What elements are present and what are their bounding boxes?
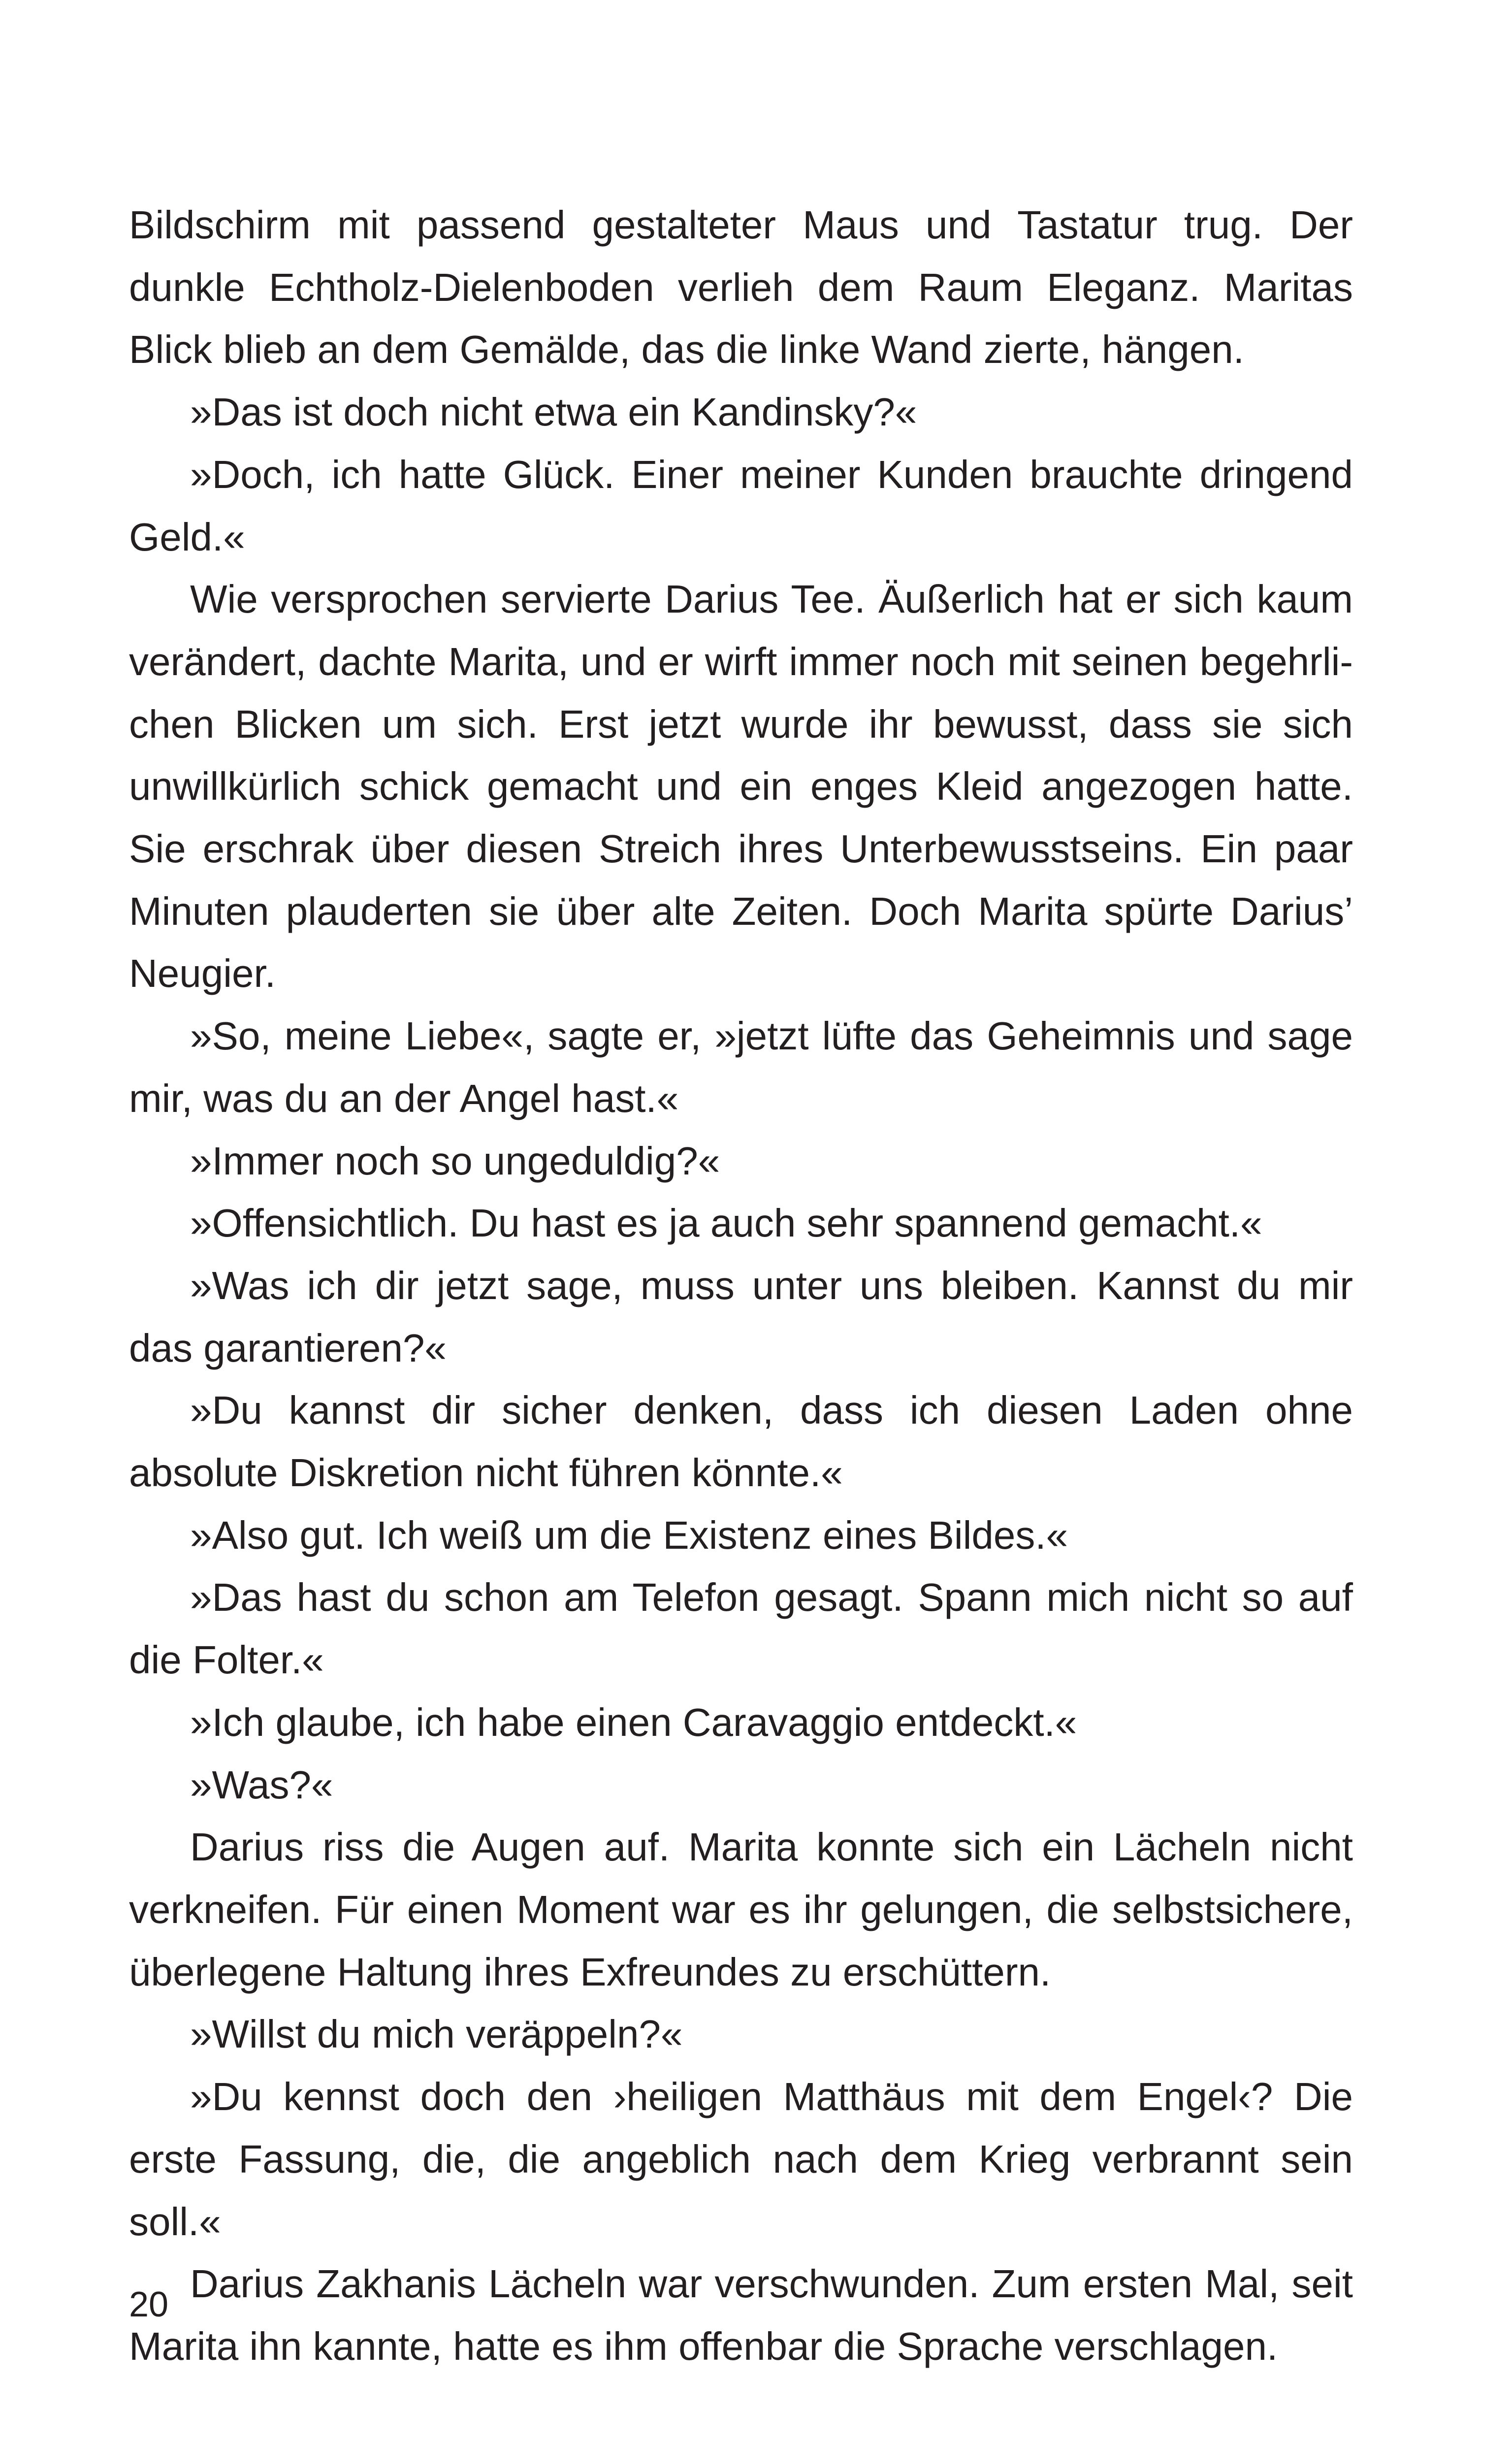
paragraph: »Ich glaube, ich habe einen Caravaggio entdeckt.« <box>190 1700 1077 1744</box>
paragraph: »Das hast du schon am Telefon gesagt. Spann mich nicht so auf die Folter.« <box>129 1575 1353 1682</box>
paragraph: »Immer noch so ungeduldig?« <box>190 1139 720 1183</box>
paragraph: »Offensichtlich. Du hast es ja auch sehr spannend gemacht.« <box>190 1201 1262 1245</box>
paragraph: »Doch, ich hatte Glück. Einer meiner Kunden brauchte dringend Geld.« <box>129 452 1353 559</box>
paragraph: »Du kannst dir sicher denken, dass ich diesen Laden ohne absolute Diskretion nicht führen könnte.« <box>129 1388 1353 1495</box>
paragraph: »So, meine Liebe«, sagte er, »jetzt lüfte das Geheimnis und sage mir, was du an der Angel hast.« <box>129 1014 1353 1120</box>
page-number: 20 <box>129 2285 169 2324</box>
body-text <box>129 194 1353 2378</box>
paragraph: »Was ich dir jetzt sage, muss unter uns bleiben. Kannst du mir das garantieren?« <box>129 1263 1353 1370</box>
paragraph: »Das ist doch nicht etwa ein Kandinsky?« <box>190 390 917 434</box>
paragraph: Darius Zakhanis Lächeln war verschwunden. Zum ersten Mal, seit Marita ihn kannte, hatte es ihm offenbar die Sprache verschlagen. <box>129 2262 1353 2368</box>
paragraph: »Du kennst doch den ›heiligen Matthäus mit dem Engel‹? Die erste Fassung, die, die angeblich nach dem Krieg verbrannt sein soll.« <box>129 2075 1353 2244</box>
paragraph: Darius riss die Augen auf. Marita konnte sich ein Lächeln nicht verkneifen. Für einen Moment war es ihr gelungen, die selbstsichere, überlegene Haltung ihres Exfreundes zu erschüttern. <box>129 1825 1353 1994</box>
paragraph: »Was?« <box>190 1762 333 1807</box>
paragraph: »Willst du mich veräppeln?« <box>190 2012 683 2056</box>
paragraph: Wie versprochen servierte Darius Tee. Äußerlich hat er sich kaum verändert, dachte Marita, und er wirft immer noch mit seinen begehrlichen Blicken um sich. Erst jetzt wurde ihr bewusst, dass sie sich unwillkürlich schick gemacht und ein enges Kleid angezogen hatte. Sie erschrak über diesen Streich ihres Unterbewusstseins. Ein paar Minuten plauderten sie über alte Zeiten. Doch Marita spürte Darius’ Neugier. <box>129 577 1353 996</box>
paragraph: Bildschirm mit passend gestalteter Maus und Tastatur trug. Der dunkle Echtholz-Dielenboden verlieh dem Raum Eleganz. Maritas Blick blieb an dem Gemälde, das die linke Wand zierte, hängen. <box>129 203 1353 372</box>
paragraph: »Also gut. Ich weiß um die Existenz eines Bildes.« <box>190 1513 1068 1557</box>
